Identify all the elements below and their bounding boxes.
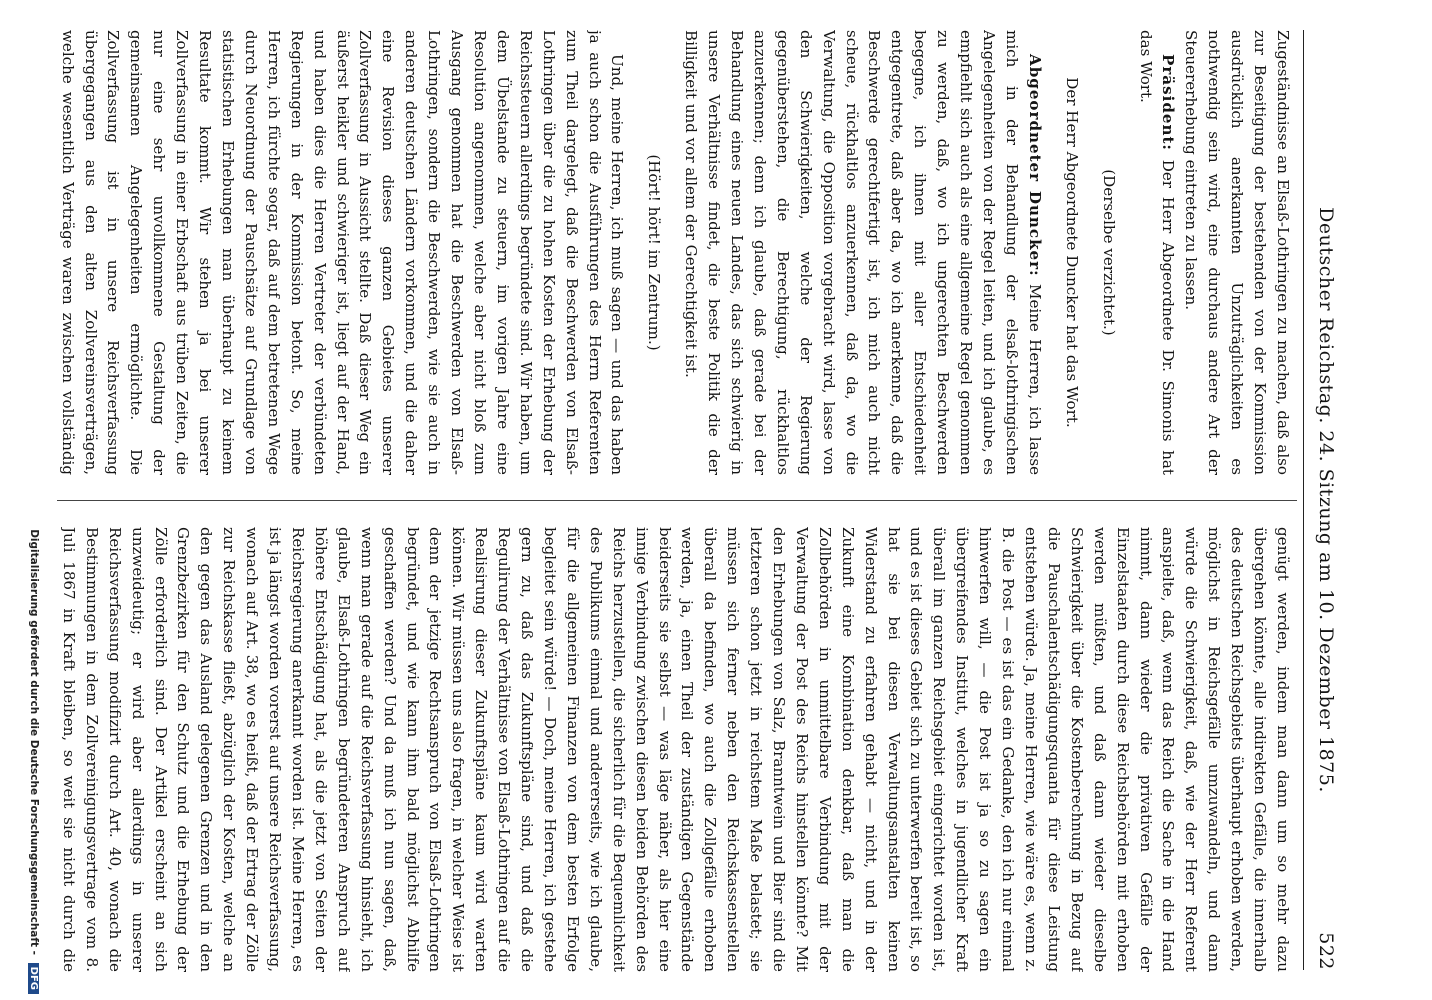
page-title: Deutscher Reichstag. 24. Sitzung am 10. Dezember 1875. [1315, 207, 1337, 793]
stage-note: (Derselbe verzichtet.) [1099, 169, 1118, 336]
speech-paragraph [679, 30, 1046, 475]
speech-text: Meine Herren, ich lasse mich in der Behandlung der elsaß-lothringischen Angelegenheiten von der Regel leiten, und ich glaube, es empfiehlt sich auch als eine allgemeine Regel genommen zu werden, daß, wo ich ungerechten Beschwerden begegne, ich ihnen mit aller Entschiedenheit entgegentrete, daß aber da, wo ich anerkenne, daß die Beschwerde gerechtfertigt ist, ich mich auch nicht scheue, rückhaltlos anzuerkennen, daß da, wo die Verwaltung, die Opposition vorgebracht wird, lasse von den Schwierigkeiten, welche der Regierung gegenüberstehen, die Berechtigung, rückhaltlos anzuerkennen; denn ich glaube, daß gerade bei der Behandlung eines neuen Landes, das sich schwierig in unsere Verhältnisse findet, die beste Politik die der Billigkeit und vor allem der Gerechtigkeit ist. [682, 30, 1044, 475]
stage-note: (Hört! hört! im Zentrum.) [645, 154, 664, 351]
dfg-logo: DFG [28, 963, 39, 994]
paragraph: Zugeständnisse an Elsaß-Lothringen zu machen, daß also zur Beseitigung der bestehenden von der Kommission ausdrücklich anerkannten Unzuträglichkeiten es nothwendig sein wird, eine durchaus andere Art der Steuererhebung eintreten zu lassen. [1182, 30, 1292, 475]
digitization-credit [28, 6, 40, 994]
header-rule [1303, 30, 1304, 970]
speech-paragraph: Und, meine Herren, ich muß sagen — und das haben ja auch schon die Ausführungen des Herrn Referenten zum Theil dargelegt, daß die Beschwerden von Elsaß-Lothringen über die zu hohen Kosten der Erhebung der Reichssteuern allerdings begründete sind. Wir haben, um dem Übelstande zu steuern, im vorigen Jahre eine Resolution angenommen, welche aber nicht bloß zum Ausgang genommen hat die Beschwerden von Elsaß-Lothringen, sondern die Beschwerden, wie sie auch in anderen deutschen Ländern vorkommen, und die daher eine Revision dieses ganzen Gebietes unserer Zollverfassung in Aussicht stellte. Daß dieser Weg ein äußerst heikler und schwieriger ist, liegt auf der Hand, und haben dies die Herren Vertreter der verbündeten Regierungen in der Kommission betont. So, meine Herren, ich fürchte sogar, daß auf dem betretenen Wege durch Neuordnung der Pauschsätze auf Grundlage von statistischen Erhebungen man überhaupt zu keinem Resultate kommt. Wir stehen ja bei unserer Zollverfassung in einer Erbschaft aus trüben Zeiten, die nur eine sehr unvollkommene Gestaltung der gemeinsamen Angelegenheiten ermöglichte. Die Zollverfassung ist in unsere Reichsverfassung übergegangen aus den alten Zollvereinsverträgen, welche wesentlich Verträge waren zwischen vollständig [58, 30, 627, 475]
speech-paragraph: genügt werden, indem man dann um so mehr dazu übergehen könnte, alle indirekten Gefälle, die innerhalb des deutschen Reichsgebiets überhaupt erhoben werden, möglichst in Reichsgefälle umzuwandeln, und dann würde die Schwierigkeit, daß, wie der Herr Referent anspielte, daß, wenn das Reich die Sache in die Hand nimmt, dann wieder die privativen Gefälle der Einzelstaaten durch diese Reichsbehörden mit erhoben werden müßten, und daß dann wieder dieselbe Schwierigkeit über die Kostenberechnung in Bezug auf die Pauschalentschädigungsquanta für diese Leistung entstehen würde. Ja, meine Herren, wie wäre es, wenn z. B. die Post — es ist das ein Gedanke, den ich nur einmal hinwerfen will, — die Post ist ja so zu sagen ein übergreifendes Institut, welches in jugendlicher Kraft überall im ganzen Reichsgebiet eingerichtet worden ist, und es ist dieses Gebiet sich zu unterwerfen bereit ist, so hat sie bei diesen Verwaltungsanstalten keinen Widerstand zu erfahren gehabt — nicht, und in der Zukunft eine Kombination denkbar, daß man die Zollbehörden in unmittelbare Verbindung mit der Verwaltung der Post des Reichs hinstellen könnte? Mit den Erhebungen von Salz, Branntwein und Bier sind die letzteren schon jetzt in reichstem Maße belastet; sie müssen sich ferner neben den Reichskassenstellen überall da befinden, wo auch die Zollgefälle erhoben werden, ja, einen Theil der zuständigen Gegenstände beiderseits sie selbst — was läge näher, als hier eine innige Verbindung zwischen diesen beiden Behörden des Reichs herzustellen, die sicherlich für die Bequemlichkeit des Publikums einmal und andererseits, wie ich glaube, für die allgemeinen Finanzen von dem besten Erfolge begleitet sein würde! — Doch, meine Herren, ich gestehe gern zu, daß das Zukunftspläne sind, und daß die Regulirung der Verhältnisse von Elsaß-Lothringen auf die Realisirung dieser Zukunftspläne kaum wird warten können. Wir müssen uns also fragen, in welcher Weise ist denn der jetzige Rechtsanspruch von Elsaß-Lothringen begründet, und wie kann ihm bald möglichst Abhilfe geschaffen werden? Und da muß ich nun sagen, daß, wenn man gerade auf die Reichsverfassung hinsieht, ich glaube, Elsaß-Lothringen begründeteren Anspruch auf höhere Entschädigung hat, als die jetzt von Seiten der Reichsregierung anerkannt worden ist. Meine Herren, es ist ja längst worden vorerst auf unsere Reichsverfassung, wonach auf Art. 38, wo es heißt, daß der Ertrag der Zölle zur Reichskasse fließt, abzüglich der Kosten, welche an den gegen das Ausland gelegenen Grenzen und in den Grenzbezirken für den Schutz und die Erhebung der Zölle erforderlich sind. Der Artikel erscheint an sich unzweideutig; er wird aber allerdings in unserer Reichsverfassung modifizirt durch Art. 40, wonach die Bestimmungen in dem Zollvereinigungsvertrage vom 8. Juli 1867 in Kraft bleiben, so weit sie nicht durch die [59, 527, 1292, 972]
speaker-label: Abgeordneter Duncker: [1025, 54, 1044, 277]
credit-text: Digitalisierung gefördert durch die Deutsche Forschungsgemeinschaft - [28, 529, 40, 955]
right-column [54, 527, 1294, 972]
speaker-label: Präsident: [1159, 54, 1178, 151]
president-statement [1134, 30, 1180, 475]
floor-announcement: Der Herr Abgeordnete Duncker hat das Wort. [1062, 77, 1081, 428]
left-column [54, 30, 1294, 475]
page-number: 522 [1315, 932, 1337, 970]
speech-text: Der Herr Abgeordnete Dr. Simonis hat das Wort. [1136, 30, 1178, 475]
page-header [1303, 30, 1337, 970]
column-divider [57, 500, 1297, 501]
